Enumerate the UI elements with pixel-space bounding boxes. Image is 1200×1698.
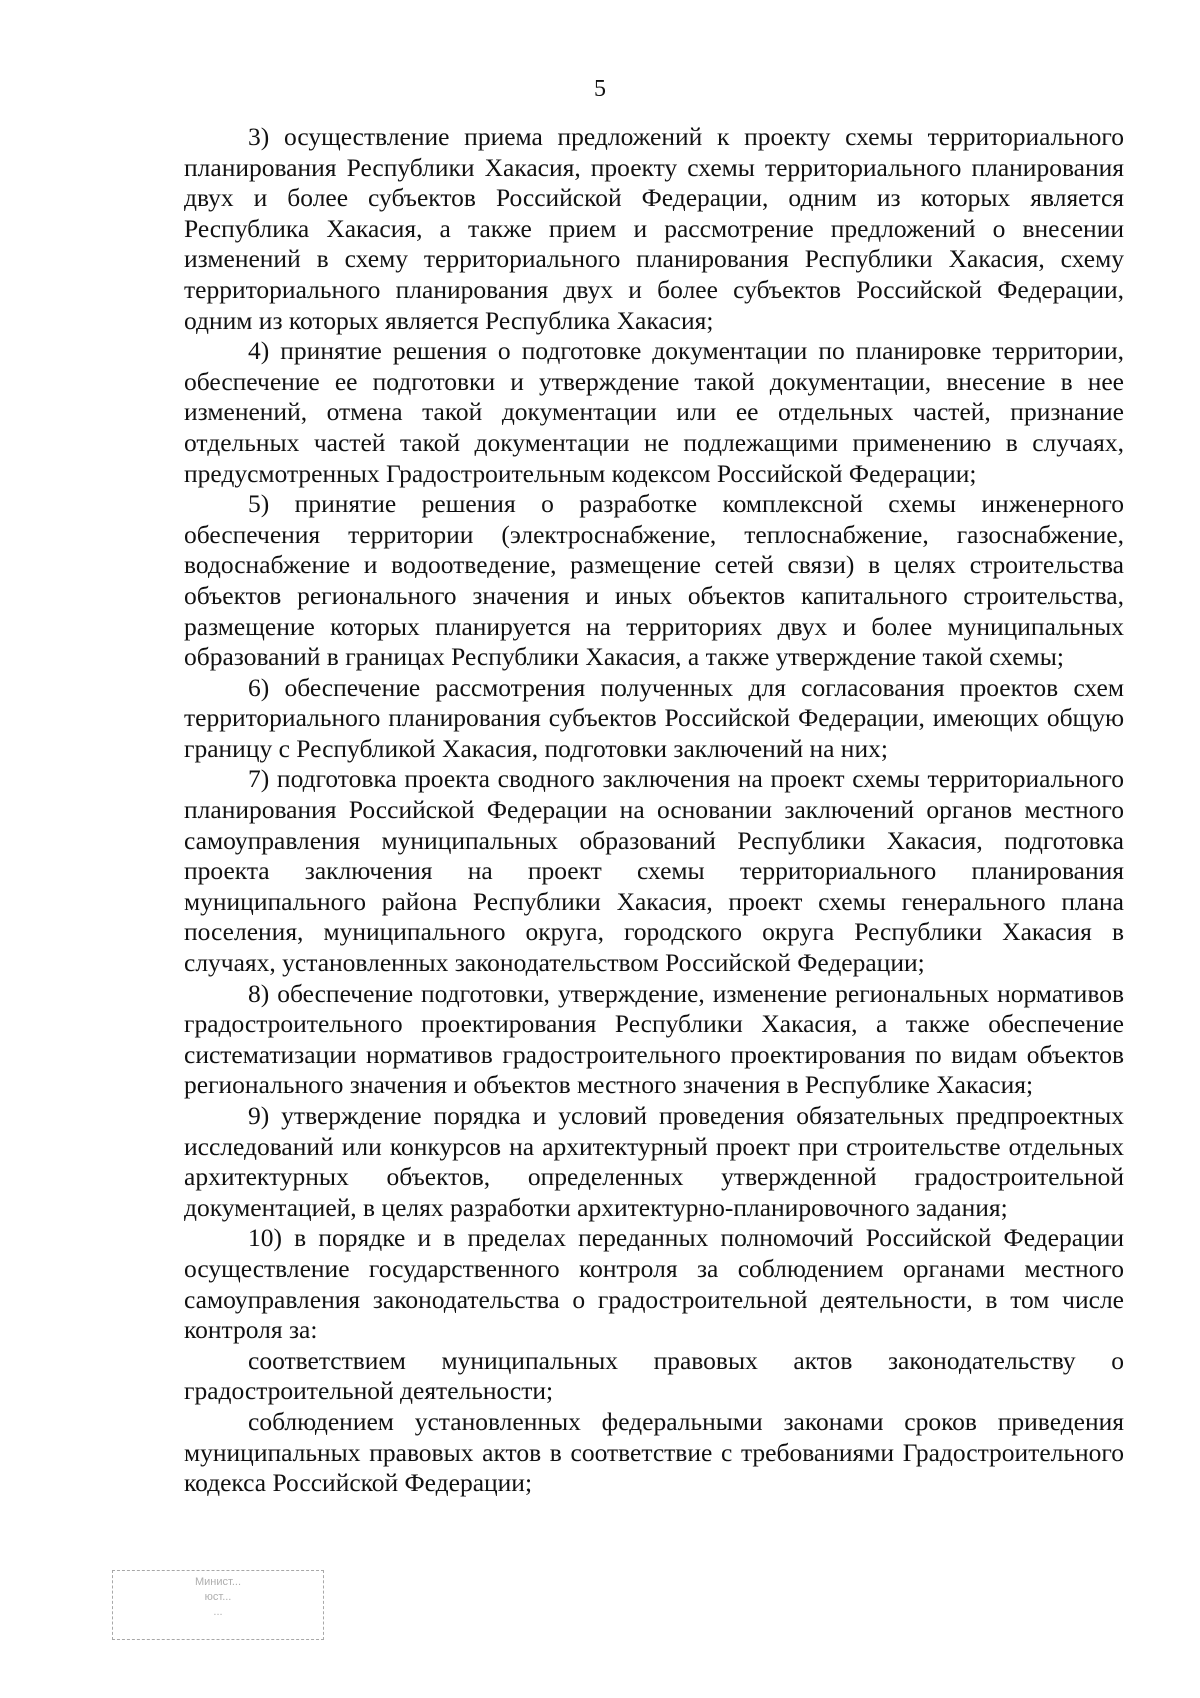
paragraph-item-10: 10) в порядке и в пределах переданных полномочий Российской Федерации осуществление государственного контроля за соблюдением органами местного самоуправления законодательства о градостроительной деятельности, в том числе контроля за: xyxy=(184,1223,1124,1345)
paragraph-subitem-legal-acts: соответствием муниципальных правовых актов законодательству о градостроительной деятельности; xyxy=(184,1345,1124,1406)
paragraph-item-7: 7) подготовка проекта сводного заключения на проект схемы территориального планирования Российской Федерации на основании заключений органов местного самоуправления муниципальных образований Республики Хакасия, подготовка проекта заключения на проект схемы территориального планирования муниципального района Республики Хакасия, проект схемы генерального плана поселения, муниципального округа, городского округа Республики Хакасия в случаях, установленных законодательством Российской Федерации; xyxy=(184,764,1124,978)
page-number: 5 xyxy=(594,76,606,102)
paragraph-item-8: 8) обеспечение подготовки, утверждение, изменение региональных нормативов градостроительного проектирования Республики Хакасия, а также обеспечение систематизации нормативов градостроительного проектирования по видам объектов регионального значения и объектов местного значения в Республике Хакасия; xyxy=(184,978,1124,1100)
paragraph-item-9: 9) утверждение порядка и условий проведения обязательных предпроектных исследований или конкурсов на архитектурный проект при строительстве отдельных архитектурных объектов, определенных утвержденной градостроительной документацией, в целях разработки архитектурно-планировочного задания; xyxy=(184,1101,1124,1222)
paragraph-item-6: 6) обеспечение рассмотрения полученных для согласования проектов схем территориального планирования субъектов Российской Федерации, имеющих общую границу с Республикой Хакасия, подготовки заключений на них; xyxy=(184,672,1124,763)
paragraph-item-3: 3) осуществление приема предложений к проекту схемы территориального планирования Республики Хакасия, проекту схемы территориального планирования двух и более субъектов Российской Федерации, одним из которых является Республика Хакасия, а также прием и рассмотрение предложений о внесении изменений в схему территориального планирования Республики Хакасия, схему территориального планирования двух и более субъектов Российской Федерации, одним из которых является Республика Хакасия; xyxy=(184,122,1124,335)
stamp-line: Минист... xyxy=(194,1576,241,1588)
stamp-line: юст... xyxy=(204,1591,232,1603)
stamp-line: ... xyxy=(213,1606,223,1618)
paragraph-subitem-deadlines: соблюдением установленных федеральными законами сроков приведения муниципальных правовых актов в соответствие с требованиями Градостроительного кодекса Российской Федерации; xyxy=(184,1406,1124,1498)
paragraph-item-5: 5) принятие решения о разработке комплексной схемы инженерного обеспечения территории (электроснабжение, теплоснабжение, газоснабжение, водоснабжение и водоотведение, размещение сетей связи) в целях строительства объектов регионального значения и иных объектов капитального строительства, размещение которых планируется на территориях двух и более муниципальных образований в границах Республики Хакасия, а также утверждение такой схемы; xyxy=(184,489,1124,672)
paragraph-item-4: 4) принятие решения о подготовке документации по планировке территории, обеспечение ее подготовки и утверждение такой документации, внесение в нее изменений, отмена такой документации или ее отдельных частей, признание отдельных частей такой документации не подлежащими применению в случаях, предусмотренных Градостроительным кодексом Российской Федерации; xyxy=(184,336,1124,488)
registration-stamp xyxy=(112,1570,324,1640)
document-body xyxy=(184,122,1124,1499)
